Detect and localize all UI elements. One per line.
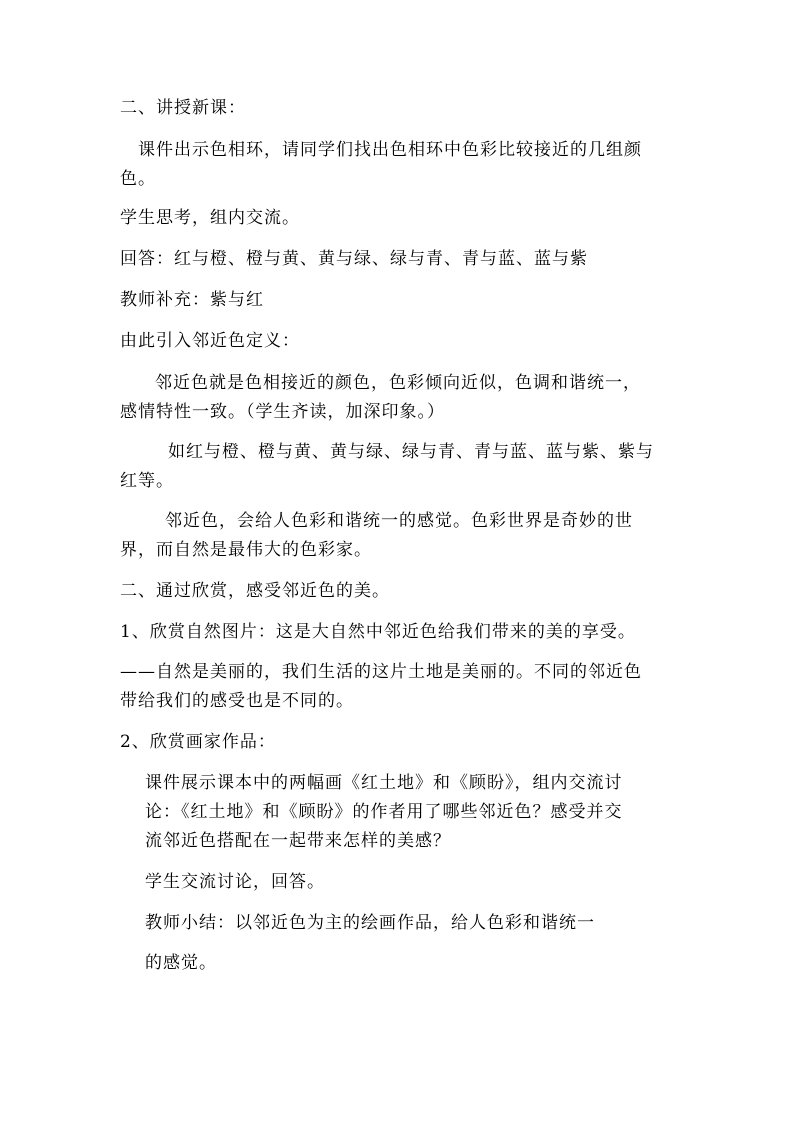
paragraph-line: 色。 <box>120 169 156 189</box>
paragraph-line: 带给我们的感受也是不同的。 <box>120 691 354 711</box>
paragraph-line: 的感觉。 <box>145 953 217 973</box>
paragraph-line: 邻近色就是色相接近的颜色，色彩倾向近似，色调和谐统一， <box>155 373 641 393</box>
section-heading: 二、讲授新课： <box>120 98 246 118</box>
paragraph-line: 学生交流讨论，回答。 <box>145 872 325 892</box>
paragraph-line: 课件出示色相环，请同学们找出色相环中色彩比较接近的几组颜 <box>138 140 642 160</box>
paragraph-line: 学生思考，组内交流。 <box>120 208 300 228</box>
section-heading: 2、欣赏画家作品： <box>120 732 276 752</box>
paragraph-line: 教师补充：紫与红 <box>120 290 264 310</box>
paragraph-line: 回答：红与橙、橙与黄、黄与绿、绿与青、青与蓝、蓝与紫 <box>120 249 588 269</box>
paragraph-line: 流邻近色搭配在一起带来怎样的美感？ <box>145 831 451 851</box>
paragraph-line: ——自然是美丽的，我们生活的这片土地是美丽的。不同的邻近色 <box>120 662 642 682</box>
paragraph-line: 论：《红土地》和《顾盼》的作者用了哪些邻近色？感受并交 <box>145 802 623 822</box>
paragraph-line: 邻近色，会给人色彩和谐统一的感觉。色彩世界是奇妙的世 <box>165 511 633 531</box>
paragraph-line: 1、欣赏自然图片：这是大自然中邻近色给我们带来的美的享受。 <box>120 622 636 642</box>
paragraph-line: 红等。 <box>120 471 174 491</box>
paragraph-line: 如红与橙、橙与黄、黄与绿、绿与青、青与蓝、蓝与紫、紫与 <box>168 442 654 462</box>
paragraph-line: 界，而自然是最伟大的色彩家。 <box>120 540 372 560</box>
paragraph-line: 由此引入邻近色定义： <box>120 331 300 351</box>
section-heading: 二、通过欣赏，感受邻近色的美。 <box>120 581 390 601</box>
paragraph-line: 教师小结：以邻近色为主的绘画作品，给人色彩和谐统一 <box>145 913 595 933</box>
paragraph-line: 感情特性一致。（学生齐读，加深印象。） <box>120 402 445 422</box>
paragraph-line: 课件展示课本中的两幅画《红土地》和《顾盼》，组内交流讨 <box>145 773 623 793</box>
